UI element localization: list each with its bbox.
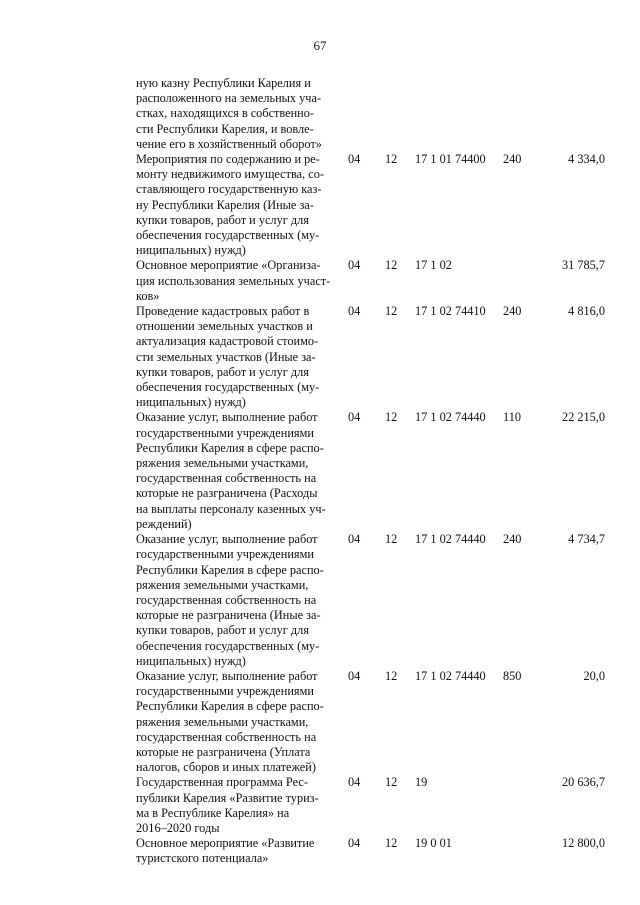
row-subsection [385, 76, 415, 152]
row-amount: 4 816,0 [568, 304, 605, 319]
row-article: 17 1 02 [415, 258, 452, 273]
page-number: 67 [313, 38, 327, 53]
row-expense-kind: 110 [503, 410, 521, 425]
table-row [136, 304, 605, 410]
row-section: 04 [348, 410, 361, 425]
row-description: Оказание услуг, выполнение работ государственными учреждениями Республики Карелия в сфере распо- ряжения земельными участками, государственная собственность на которые не разграничена (Иные за- купки товаров, работ и услуг для обеспечения государственных (му- ниципальных) нужд) [136, 532, 324, 668]
row-description: Оказание услуг, выполнение работ государственными учреждениями Республики Карелия в сфере распо- ряжения земельными участками, государственная собственность на которые не разграничена (Расходы на выплаты персоналу казенных уч- реждений) [136, 410, 326, 531]
row-expense-kind [503, 836, 539, 866]
row-section: 04 [348, 668, 361, 683]
row-article: 19 [415, 775, 428, 790]
row-subsection: 12 [385, 410, 398, 425]
row-description: Основное мероприятие «Развитие туристского потенциала» [136, 836, 315, 866]
table-row [136, 532, 605, 669]
row-expense-kind: 240 [503, 304, 522, 319]
row-expense-kind: 240 [503, 532, 522, 547]
row-expense-kind [503, 775, 539, 836]
row-description: Мероприятия по содержанию и ре- монту недвижимого имущества, со- ставляющего государственную каз- ну Республики Карелия (Иные за- купки товаров, работ и услуг для обеспечения государственных (му- ниципальных) нужд) [136, 152, 324, 258]
row-section: 04 [348, 304, 361, 319]
row-subsection: 12 [385, 532, 398, 547]
row-description: Оказание услуг, выполнение работ государственными учреждениями Республики Карелия в сфере распо- ряжения земельными участками, государственная собственность на которые не разграничена (Уплата налогов, сборов и иных платежей) [136, 668, 324, 775]
row-amount: 4 734,7 [568, 532, 605, 547]
row-subsection: 12 [385, 775, 398, 790]
row-amount: 20,0 [583, 668, 605, 683]
row-expense-kind: 850 [503, 668, 522, 683]
row-description: Основное мероприятие «Организа- ция использования земельных участ- ков» [136, 258, 331, 303]
row-section: 04 [348, 775, 361, 790]
budget-table [136, 76, 605, 867]
row-amount: 22 215,0 [561, 410, 605, 425]
row-amount: 20 636,7 [561, 775, 605, 790]
row-amount [539, 76, 605, 152]
table-row [136, 152, 605, 258]
row-section [348, 76, 385, 152]
row-amount: 12 800,0 [561, 836, 605, 851]
row-article: 17 1 02 74440 [415, 532, 486, 547]
table-row [136, 258, 605, 304]
row-section: 04 [348, 152, 361, 167]
row-description: ную казну Республики Карелия и расположенного на земельных уча- стках, находящихся в собственно- сти Республики Карелия, и вовле- чение его в хозяйственный оборот» [136, 76, 322, 151]
row-expense-kind: 240 [503, 152, 522, 167]
row-article: 17 1 02 74410 [415, 304, 486, 319]
table-row [136, 836, 605, 866]
row-subsection: 12 [385, 668, 398, 683]
row-article: 17 1 01 74400 [415, 152, 486, 167]
row-subsection: 12 [385, 304, 398, 319]
table-row [136, 669, 605, 775]
row-description: Государственная программа Рес- публики Карелия «Развитие туриз- ма в Республике Карелия» на 2016–2020 годы [136, 775, 319, 835]
row-expense-kind [503, 76, 539, 152]
row-amount: 31 785,7 [561, 258, 605, 273]
row-article [415, 76, 503, 152]
row-subsection: 12 [385, 836, 398, 851]
row-article: 17 1 02 74440 [415, 668, 486, 683]
row-section: 04 [348, 258, 361, 273]
row-amount: 4 334,0 [568, 152, 605, 167]
row-subsection: 12 [385, 152, 398, 167]
row-article: 19 0 01 [415, 836, 452, 851]
table-row [136, 76, 605, 152]
row-subsection: 12 [385, 258, 398, 273]
row-section: 04 [348, 532, 361, 547]
row-article: 17 1 02 74440 [415, 410, 486, 425]
row-expense-kind [503, 258, 539, 304]
table-row [136, 410, 605, 532]
row-section: 04 [348, 836, 361, 851]
row-description: Проведение кадастровых работ в отношении земельных участков и актуализация кадастровой стоимо- сти земельных участков (Иные за- купки товаров, работ и услуг для обеспечения государственных (му- ниципальных) нужд) [136, 304, 320, 410]
table-row [136, 775, 605, 836]
